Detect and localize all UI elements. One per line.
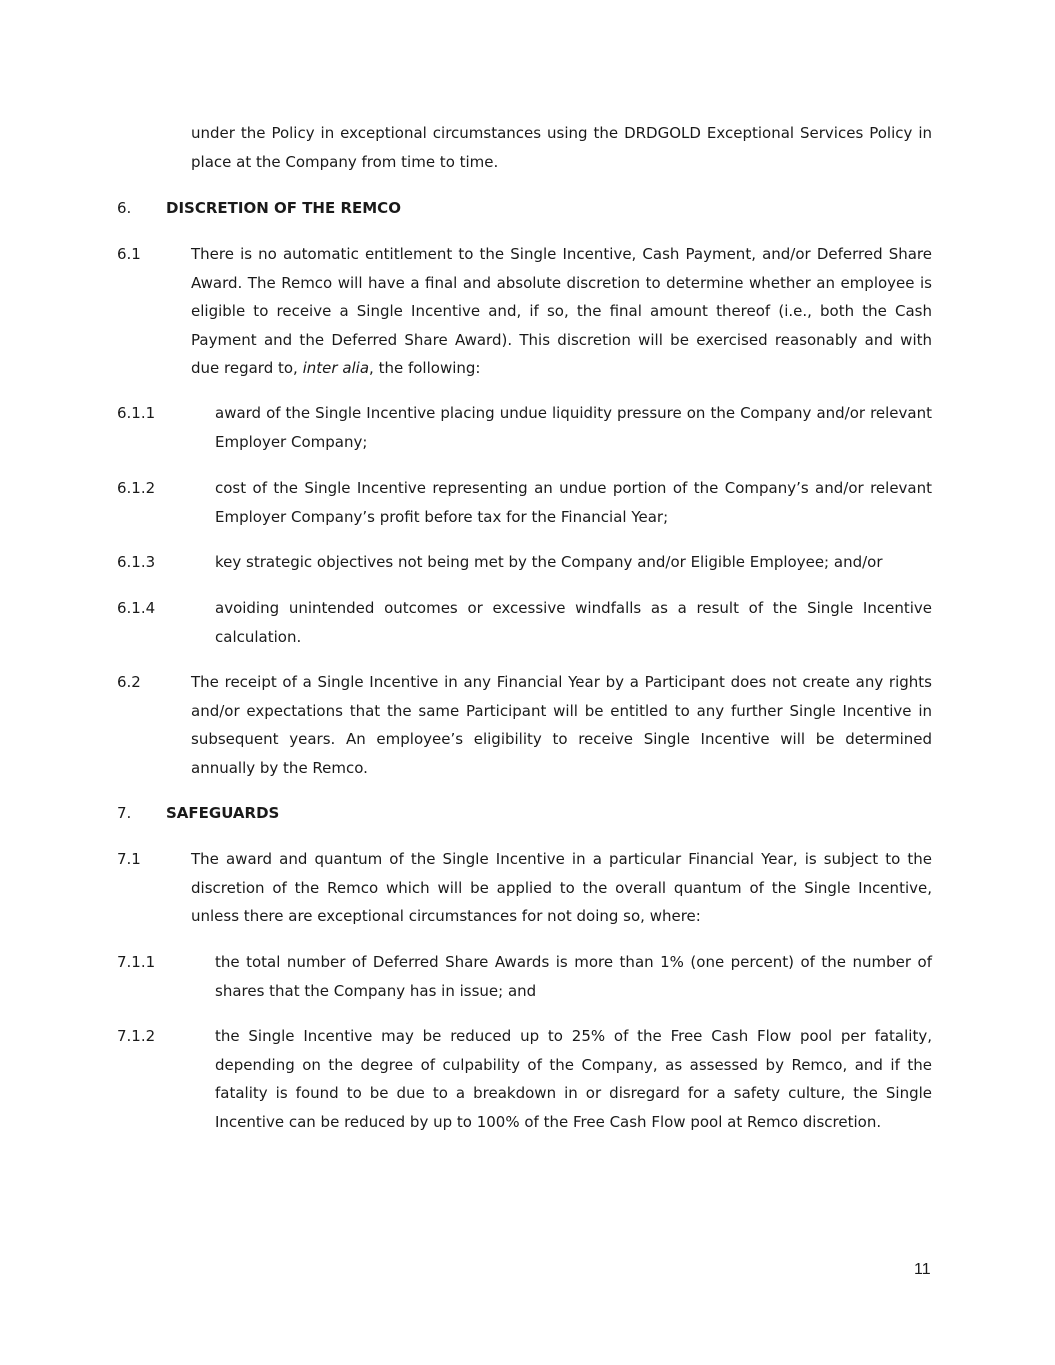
clause-6-1-1-text: award of the Single Incentive placing undue liquidity pressure on the Company and/or relevant Employer Company; — [215, 404, 932, 451]
clause-6-1-text-main: There is no automatic entitlement to the Single Incentive, Cash Payment, and/or Deferred Share Award. The Remco will have a final and absolute discretion to determine whether an employee is eligible to receive a Single Incentive and, if so, the final amount thereof (i.e., both the Cash Payment and the Deferred Share Award). This discretion will be exercised reasonably and with due regard to, — [191, 245, 932, 378]
page-number: 11 — [914, 1261, 931, 1278]
clause-6-1-3-text: key strategic objectives not being met by the Company and/or Eligible Employee; and/or — [215, 553, 883, 571]
clause-6-1-1-number: 6.1.1 — [117, 404, 156, 422]
section-7-heading: SAFEGUARDS — [166, 804, 280, 822]
section-6-heading: DISCRETION OF THE REMCO — [166, 199, 401, 217]
section-6-number: 6. — [117, 199, 132, 217]
clause-7-1-1-text: the total number of Deferred Share Awards is more than 1% (one percent) of the number of shares that the Company has in issue; and — [215, 953, 932, 1000]
clause-7-1-2-number: 7.1.2 — [117, 1027, 156, 1045]
clause-7-1-text: The award and quantum of the Single Incentive in a particular Financial Year, is subject to the discretion of the Remco which will be applied to the overall quantum of the Single Incentive, unless there are exceptional circumstances for not doing so, where: — [191, 850, 932, 926]
clause-6-1-2-number: 6.1.2 — [117, 479, 156, 497]
clause-6-1-3-number: 6.1.3 — [117, 553, 156, 571]
clause-7-1-number: 7.1 — [117, 850, 141, 868]
clause-6-1-text — [191, 240, 932, 383]
clause-6-1-2-text: cost of the Single Incentive representing an undue portion of the Company’s and/or relevant Employer Company’s profit before tax for the Financial Year; — [215, 479, 932, 526]
clause-7-1-1-number: 7.1.1 — [117, 953, 156, 971]
clause-6-1-4-number: 6.1.4 — [117, 599, 156, 617]
clause-7-1-2-text: the Single Incentive may be reduced up to 25% of the Free Cash Flow pool per fatality, depending on the degree of culpability of the Company, as assessed by Remco, and if the fatality is found to be due to a breakdown in or disregard for a safety culture, the Single Incentive can be reduced by up to 100% of the Free Cash Flow pool at Remco discretion. — [215, 1027, 932, 1131]
clause-6-2-number: 6.2 — [117, 673, 141, 691]
clause-6-1-4-text: avoiding unintended outcomes or excessive windfalls as a result of the Single Incentive calculation. — [215, 599, 932, 646]
intro-paragraph: under the Policy in exceptional circumstances using the DRDGOLD Exceptional Services Policy in place at the Company from time to time. — [191, 124, 932, 171]
clause-6-1-text-end: , the following: — [369, 359, 481, 378]
section-7-number: 7. — [117, 804, 132, 822]
clause-6-1-italic: inter alia — [302, 359, 370, 378]
clause-6-2-text: The receipt of a Single Incentive in any Financial Year by a Participant does not create any rights and/or expectations that the same Participant will be entitled to any further Single Incentive in subsequent years. An employee’s eligibility to receive Single Incentive will be determined annually by the Remco. — [191, 673, 932, 777]
clause-6-1-number: 6.1 — [117, 245, 141, 263]
